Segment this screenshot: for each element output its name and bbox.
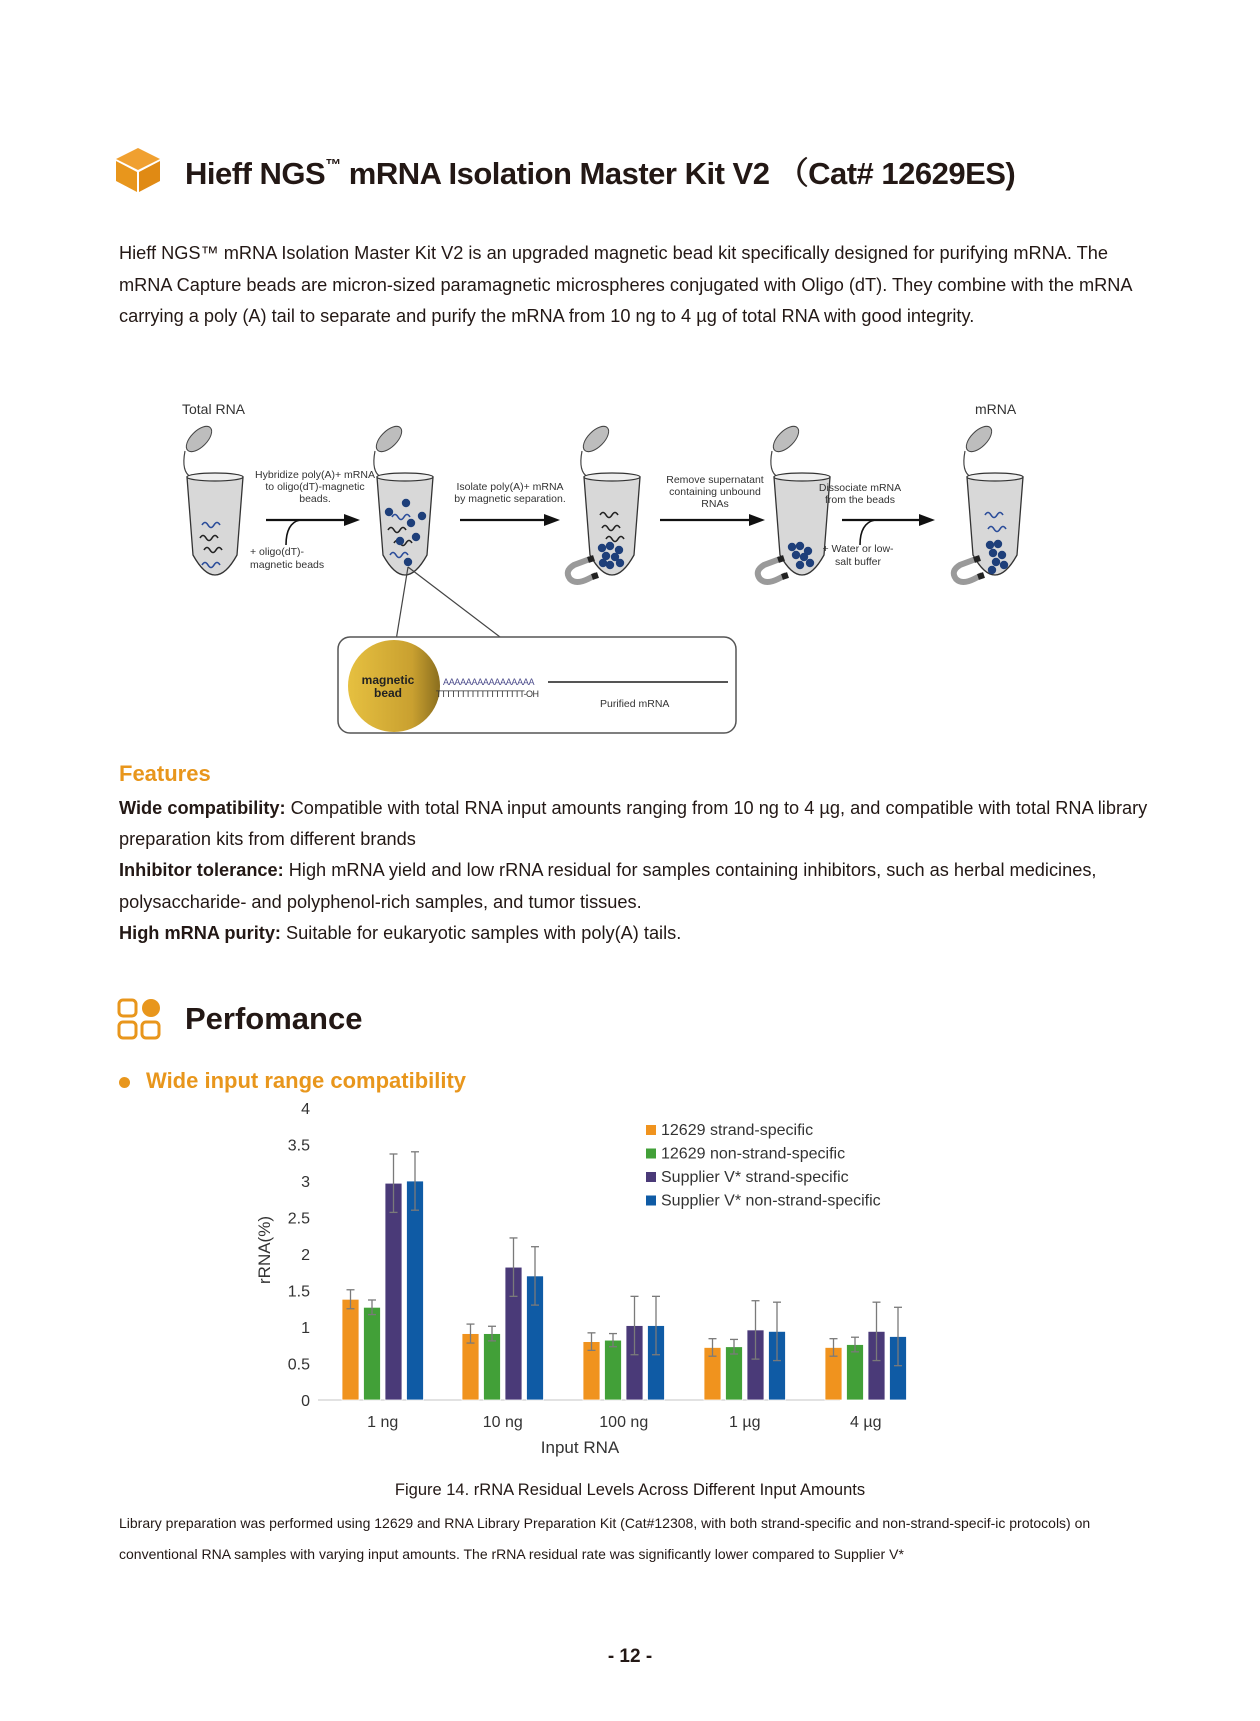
bead-icon: [404, 558, 412, 566]
legend-label: Supplier V* non-strand-specific: [661, 1192, 881, 1210]
bar: [364, 1307, 381, 1400]
oligo-dt-sequence: TTTTTTTTTTTTTTTTTT-OH: [436, 689, 539, 699]
tube-icon: [769, 422, 830, 575]
bead-icon: [998, 551, 1006, 559]
x-tick-label: 10 ng: [482, 1414, 523, 1431]
y-tick-label: 2.5: [287, 1210, 310, 1228]
grid-icon: [117, 998, 161, 1040]
bead-icon: [792, 551, 800, 559]
intro-paragraph: Hieff NGS™ mRNA Isolation Master Kit V2 is an upgraded magnetic bead kit specifically designed for purifying mRNA. The mRNA Capture beads are micron-sized paramagnetic microspheres conjugated with Oligo (dT). They combine with the mRNA carrying a poly (A) tail to separate and purify the mRNA from 10 ng to 4 µg of total RNA with good integrity.: [119, 243, 1132, 326]
tube-icon: [372, 422, 433, 575]
x-tick-label: 1 µg: [729, 1414, 761, 1431]
x-tick-label: 1 ng: [367, 1414, 399, 1431]
magnet-icon: [568, 559, 596, 582]
bead-icon: [1000, 561, 1008, 569]
feature-text: High mRNA yield and low rRNA residual for samples containing inhibitors, such as herbal medicines, polysaccharide- and polyphenol-rich samples, and tumor tissues.: [119, 860, 1097, 912]
bead-icon: [796, 561, 804, 569]
total-rna-label: Total RNA: [182, 401, 246, 417]
bar-chart: [240, 1100, 940, 1480]
legend-swatch: [646, 1172, 656, 1182]
feature-text: Suitable for eukaryotic samples with poly(A) tails.: [281, 922, 682, 943]
trademark: ™: [325, 157, 341, 174]
legend-swatch: [646, 1125, 656, 1135]
section-title: Perfomance: [185, 1001, 363, 1036]
y-tick-label: 2: [301, 1247, 310, 1264]
workflow-diagram: [170, 395, 1070, 740]
cube-icon: [114, 147, 162, 193]
bead-icon: [796, 542, 804, 550]
diagram-label: Dissociate mRNA: [818, 482, 902, 494]
diagram-label: beads.: [299, 493, 331, 505]
bead-icon: [989, 549, 997, 557]
diagram-label: by magnetic separation.: [454, 493, 566, 505]
bead-icon: [788, 543, 796, 551]
feature-label: Wide compatibility:: [119, 798, 286, 818]
subheading: Wide input range compatibility: [146, 1068, 467, 1093]
bar: [847, 1345, 864, 1400]
x-axis-label: Input RNA: [540, 1438, 620, 1457]
bead-label: bead: [373, 686, 403, 700]
feature-label: High mRNA purity:: [119, 922, 281, 943]
diagram-label: magnetic beads: [250, 559, 325, 571]
bead-label: magnetic: [361, 673, 415, 687]
bead-icon: [385, 508, 393, 516]
bead-icon: [412, 533, 420, 541]
tube-icon: [579, 422, 640, 575]
legend-label: 12629 non-strand-specific: [661, 1145, 846, 1163]
feature-item: [119, 793, 1159, 855]
bar: [605, 1340, 622, 1400]
title-part1: Hieff NGS: [185, 156, 326, 191]
diagram-label: from the beads: [824, 494, 896, 506]
bead-icon: [402, 499, 410, 507]
bar: [342, 1299, 359, 1400]
bar: [407, 1181, 424, 1400]
title-part2: mRNA Isolation Master Kit V2 （Cat# 12629ES): [340, 156, 1016, 191]
diagram-label: to oligo(dT)-magnetic: [265, 481, 365, 493]
bead-icon: [992, 558, 1000, 566]
bead-icon: [599, 559, 607, 567]
purified-mrna-label: Purified mRNA: [600, 698, 670, 710]
diagram-label: Isolate poly(A)+ mRNA: [456, 481, 564, 493]
x-tick-label: 100 ng: [599, 1414, 649, 1431]
bar: [726, 1347, 743, 1400]
figure-caption: Figure 14. rRNA Residual Levels Across Different Input Amounts: [394, 1481, 866, 1499]
bead-icon: [800, 553, 808, 561]
magnet-icon: [758, 559, 786, 582]
bead-icon: [396, 537, 404, 545]
bead-icon: [606, 542, 614, 550]
y-tick-label: 1.5: [287, 1283, 310, 1301]
page-number: - 12 -: [607, 1646, 653, 1667]
feature-label: Inhibitor tolerance:: [119, 860, 284, 881]
bead-icon: [806, 559, 814, 567]
feature-item: [119, 855, 1159, 917]
mrna-label: mRNA: [975, 401, 1017, 417]
legend-label: 12629 strand-specific: [661, 1122, 814, 1139]
diagram-label: Hybridize poly(A)+ mRNA: [255, 469, 375, 481]
bead-icon: [994, 540, 1002, 548]
bead-icon: [988, 566, 996, 574]
bead-icon: [418, 512, 426, 520]
diagram-label: Remove supernatant: [666, 474, 764, 486]
y-tick-label: 3.5: [287, 1137, 310, 1155]
diagram-label: + oligo(dT)-: [250, 546, 304, 558]
bar: [385, 1183, 402, 1400]
diagram-label: salt buffer: [835, 556, 881, 568]
y-tick-label: 3: [301, 1174, 310, 1191]
figure-note: Library preparation was performed using 12629 and RNA Library Preparation Kit (Cat#12308, with both strand-specific and non-strand-specif-ic protocols) on conventional RNA samples with varying input amounts. The rRNA residual rate was significantly lower compared to Supplier V*: [119, 1515, 1091, 1562]
page-title: [185, 148, 1015, 193]
bead-icon: [598, 544, 606, 552]
features-list: [119, 793, 1159, 949]
y-axis-label: rRNA(%): [255, 1216, 274, 1284]
y-tick-label: 0.5: [287, 1356, 310, 1374]
legend-label: Supplier V* strand-specific: [661, 1169, 849, 1186]
bead-icon: [407, 519, 415, 527]
features-heading: Features: [119, 761, 211, 786]
bead-icon: [986, 541, 994, 549]
diagram-label: + Water or low-: [822, 543, 894, 555]
legend-swatch: [646, 1149, 656, 1159]
x-tick-label: 4 µg: [850, 1414, 882, 1431]
y-tick-label: 0: [301, 1393, 310, 1410]
feature-item: [119, 918, 1159, 949]
y-tick-label: 4: [301, 1101, 310, 1118]
bullet-icon: [119, 1077, 130, 1088]
y-tick-label: 1: [301, 1320, 310, 1337]
polya-sequence: AAAAAAAAAAAAAAAA: [443, 677, 535, 687]
diagram-label: containing unbound: [669, 486, 761, 498]
bar: [484, 1334, 501, 1400]
legend-swatch: [646, 1196, 656, 1206]
feature-text: Compatible with total RNA input amounts ranging from 10 ng to 4 µg, and compatible with total RNA library preparation kits from different brands: [119, 798, 1148, 850]
diagram-label: RNAs: [701, 498, 729, 510]
bead-icon: [616, 559, 624, 567]
